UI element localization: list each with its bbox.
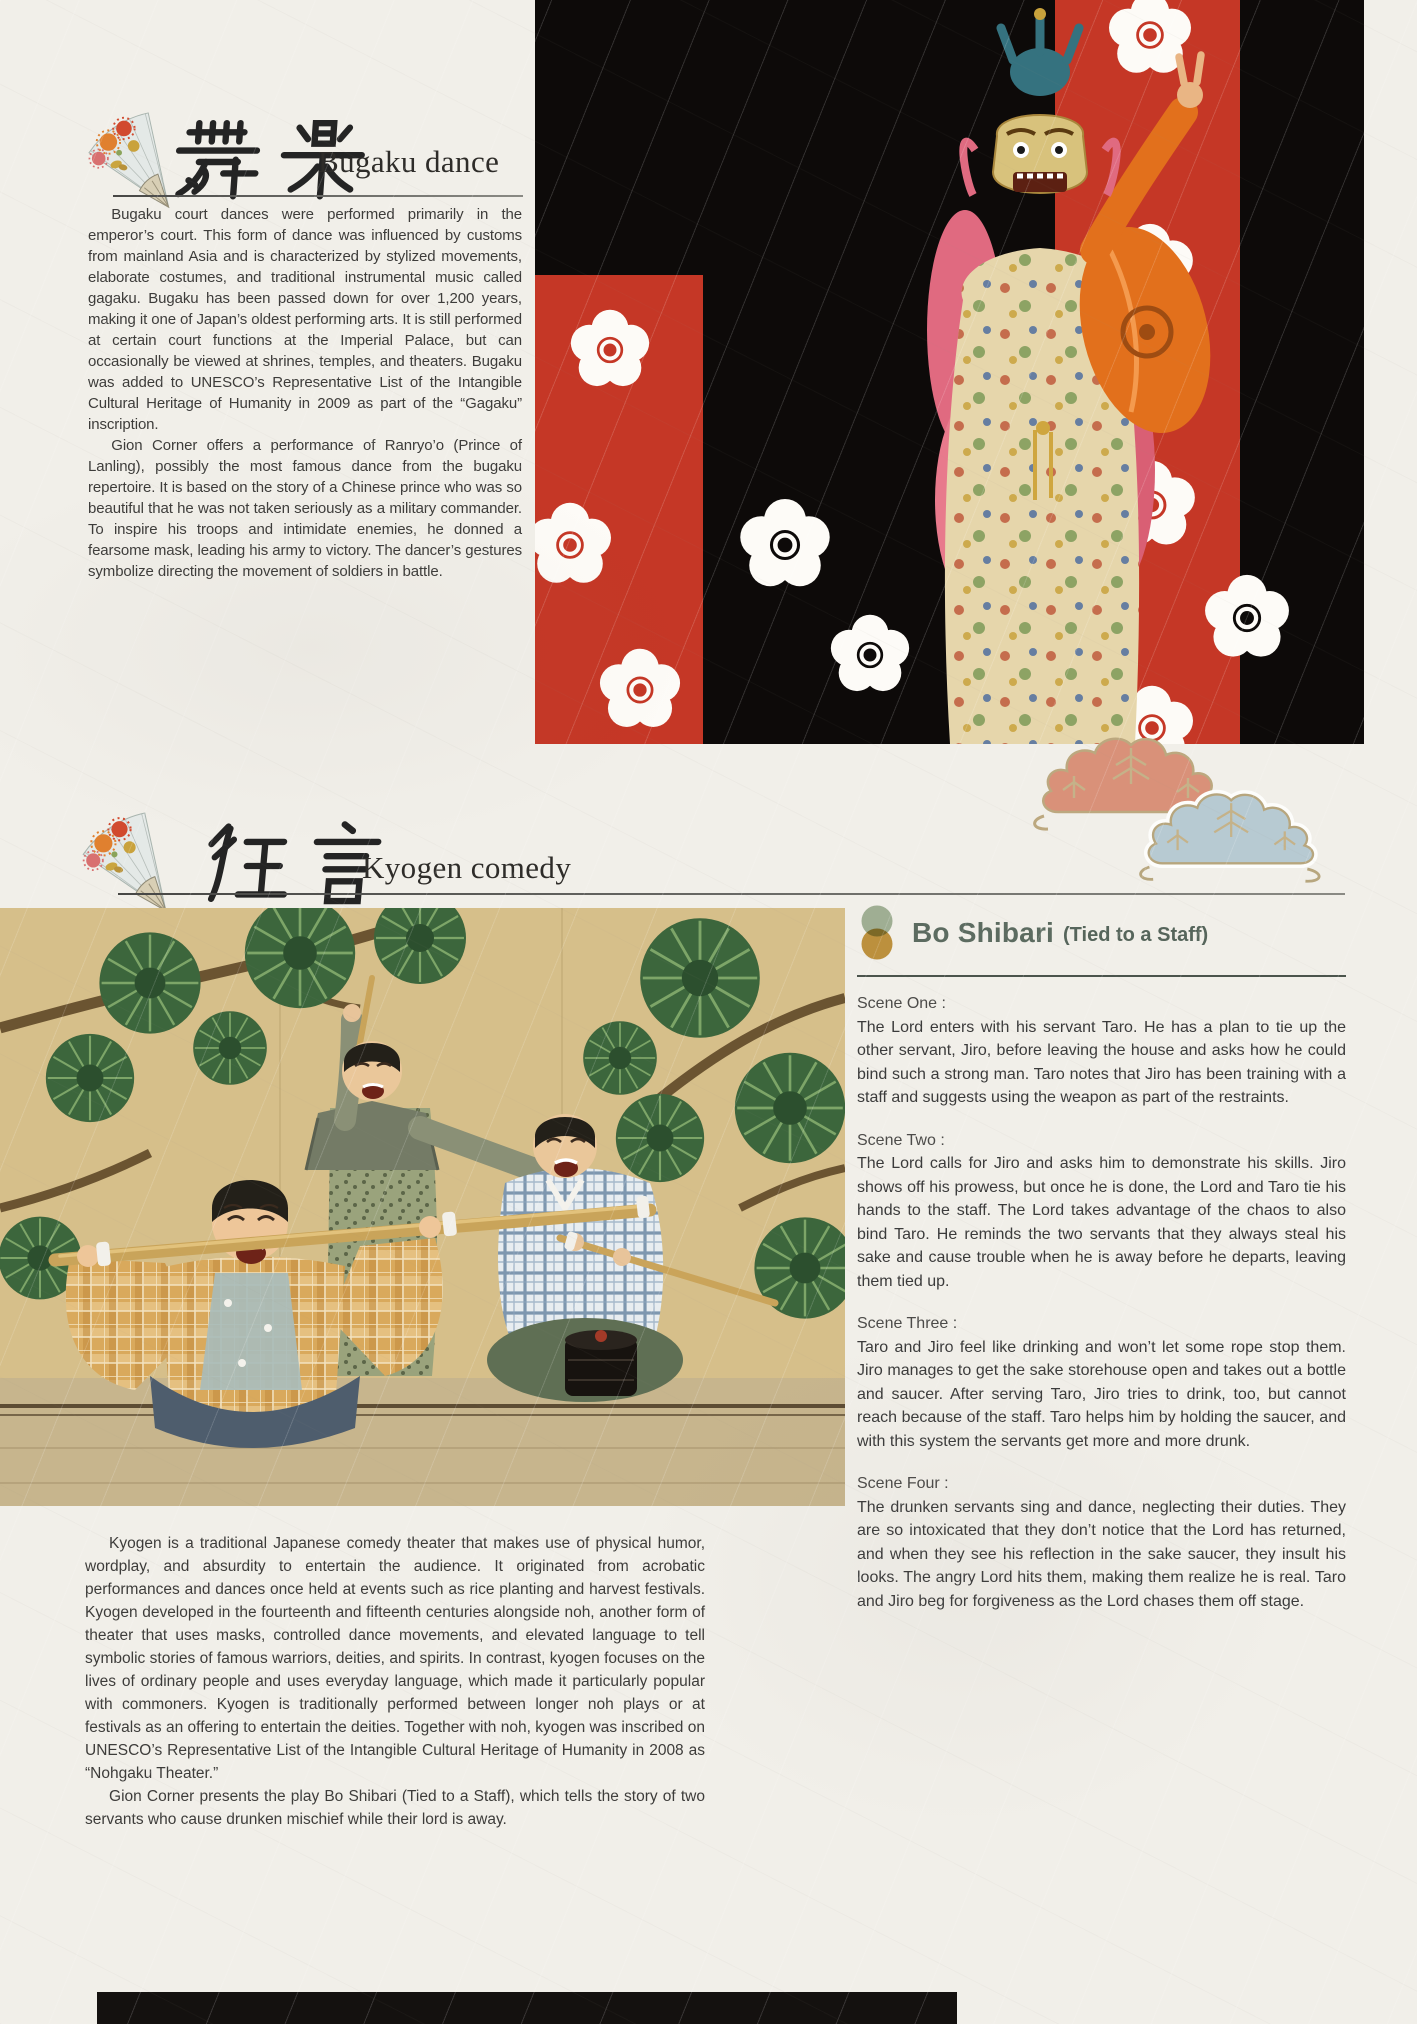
kyogen-kanji-text: [0, 0, 1, 1]
bo-shibari-title: Bo Shibari: [912, 917, 1055, 948]
fan-icon: [60, 810, 175, 916]
scene-two: [857, 1129, 1346, 1294]
kyogen-body-text: [85, 1532, 705, 1831]
kyogen-section-title: Kyogen comedy: [362, 850, 572, 885]
scene-label: Scene Three :: [857, 1315, 958, 1332]
bugaku-paragraph: Gion Corner offers a performance of Ranryo’o (Prince of Lanling), possibly the most famous dance from the bugaku repertoire. It is based on the story of a Chinese prince who was so beautiful that he was not taken seriously as a military commander. To inspire his troops and intimidate enemies, he donned a fearsome mask, leading his army to victory. The dancer’s gestures symbolize directing the movement of soldiers in battle.: [88, 437, 522, 580]
bugaku-kanji-text: [0, 0, 1, 1]
scene-text: Taro and Jiro feel like drinking and won’t let some rope stop them. Jiro manages to get the sake storehouse open and takes out a bottle and saucer. After serving Taro, Jiro tries to drink, too, but cannot reach because of the staff. Taro helps him by holding the saucer, and with this system the servants get more and more drunk.: [857, 1338, 1346, 1450]
scene-label: Scene Four :: [857, 1475, 949, 1492]
scene-text: The Lord calls for Jiro and asks him to demonstrate his skills. Jiro shows off his prowess, but once he is done, the Lord and Taro tie his hands to the staff. The Lord takes advantage of the chaos to also bind Taro. He reminds the two servants that they always steal his sake and cause trouble when he is away before he departs, leaving them tied up.: [857, 1155, 1346, 1290]
page-bottom-photo-edge: [97, 1992, 957, 2024]
scene-label: Scene Two :: [857, 1131, 945, 1149]
bo-shibari-scenes: [857, 992, 1346, 1632]
bo-shibari-subtitle: (Tied to a Staff): [1063, 924, 1209, 946]
scene-four: [857, 1472, 1346, 1613]
bugaku-paragraph: Bugaku court dances were performed primarily in the emperor’s court. This form of dance was influenced by customs from mainland Asia and is characterized by stylized movements, elaborate costumes, and traditional instrumental music called gagaku. Bugaku has been passed down for over 1,200 years, making it one of Japan’s oldest performing arts. It is still performed at certain court functions at the Imperial Palace, but can occasionally be viewed at shrines, temples, and theaters. Bugaku was added to UNESCO’s Representative List of the Intangible Cultural Heritage of Humanity in 2009 as part of the “Gagaku” inscription.: [88, 206, 522, 433]
scene-text: The Lord enters with his servant Taro. He has a plan to tie up the other servant, Jiro, before leaving the house and asks how he could bind such a strong man. Taro notes that Jiro has been training with a staff and suggests using the weapon as part of the restraints.: [857, 1018, 1346, 1106]
scene-three: [857, 1312, 1346, 1453]
bo-shibari-rule: [857, 975, 1346, 977]
scene-text: The drunken servants sing and dance, neglecting their duties. They are so intoxicated that they don’t notice that the Lord has returned, and when they see his reflection in the sake saucer, they insult his looks. The angry Lord hits them, making them realize he is real. Taro and Jiro beg for forgiveness as the Lord chases them off stage.: [857, 1498, 1346, 1610]
kyogen-paragraph: Gion Corner presents the play Bo Shibari (Tied to a Staff), which tells the story of two servants who cause drunken mischief while their lord is away.: [85, 1788, 705, 1828]
bugaku-header-rule: [113, 195, 523, 197]
bo-shibari-header: [857, 901, 1346, 965]
bugaku-stage-photo: [535, 0, 1364, 744]
bugaku-body-text: [88, 204, 522, 582]
kyogen-header-rule: [118, 893, 1345, 895]
sake-barrel: [565, 1330, 637, 1396]
bugaku-section-title: Bugaku dance: [318, 144, 500, 179]
scene-one: [857, 992, 1346, 1110]
overlapping-circles-icon: [857, 904, 897, 962]
stage-floor: [0, 1378, 845, 1506]
kyogen-stage-photo: [0, 908, 845, 1506]
pine-cloud-motif: [1028, 730, 1348, 885]
kyogen-paragraph: Kyogen is a traditional Japanese comedy theater that makes use of physical humor, wordplay, and absurdity to entertain the audience. It originated from acrobatic performances and dances once held at events such as rice planting and harvest festivals. Kyogen developed in the fourteenth and fifteenth centuries alongside noh, another form of theater that uses masks, controlled dance movements, and elevated language to tell symbolic stories of famous warriors, deities, and spirits. In contrast, kyogen focuses on the lives of ordinary people and uses everyday language, which made it particularly popular with commoners. Kyogen is traditionally performed between longer noh plays or at festivals as an offering to entertain the deities. Together with noh, kyogen was inscribed on UNESCO’s Representative List of the Intangible Cultural Heritage of Humanity in 2008 as “Nohgaku Theater.”: [85, 1535, 705, 1782]
scene-label: Scene One :: [857, 995, 946, 1012]
